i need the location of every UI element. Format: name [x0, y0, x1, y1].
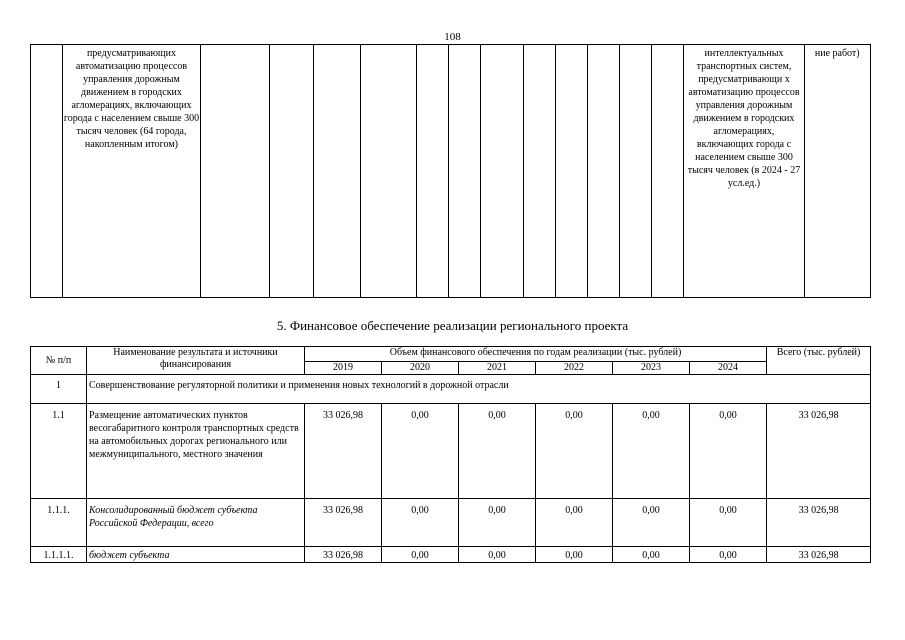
row-num: 1.1: [31, 404, 87, 499]
cell-empty: [270, 45, 314, 298]
value-cell: 0,00: [613, 404, 690, 499]
total-cell: 33 026,98: [767, 499, 871, 547]
cell-indicator-text: предусматривающих автоматизацию процессов управления дорожным движением в городских агломерациях, включающих города с населением свыше 300 тысяч человек (64 города, накопленным итогом): [63, 45, 201, 298]
value-cell: 0,00: [459, 499, 536, 547]
value-cell: 0,00: [690, 404, 767, 499]
value-cell: 0,00: [536, 499, 613, 547]
cell-empty: [620, 45, 652, 298]
cell-empty: [313, 45, 361, 298]
value-cell: 0,00: [382, 499, 459, 547]
cell-empty: [481, 45, 523, 298]
value-cell: 33 026,98: [305, 499, 382, 547]
header-volume: Объем финансового обеспечения по годам реализации (тыс. рублей): [305, 347, 767, 362]
section-num: 1: [31, 375, 87, 404]
header-year: 2020: [382, 362, 459, 375]
header-total: Всего (тыс. рублей): [767, 347, 871, 375]
cell-empty: [588, 45, 620, 298]
value-cell: 33 026,98: [305, 547, 382, 563]
value-cell: 0,00: [613, 499, 690, 547]
value-cell: 0,00: [382, 404, 459, 499]
value-cell: 0,00: [382, 547, 459, 563]
header-year: 2024: [690, 362, 767, 375]
cell-empty: [652, 45, 684, 298]
cell-far-right-text: ние работ): [804, 45, 870, 298]
cell-empty: [449, 45, 481, 298]
section-title: 5. Финансовое обеспечение реализации регионального проекта: [276, 318, 629, 333]
row-num: 1.1.1.1.: [31, 547, 87, 563]
header-year: 2023: [613, 362, 690, 375]
value-cell: 0,00: [536, 404, 613, 499]
cell-empty: [361, 45, 417, 298]
page-number: 108: [444, 31, 461, 43]
row-name: Консолидированный бюджет субъекта Российской Федерации, всего: [87, 499, 305, 547]
total-cell: 33 026,98: [767, 547, 871, 563]
total-cell: 33 026,98: [767, 404, 871, 499]
header-year: 2021: [459, 362, 536, 375]
cell-empty: [556, 45, 588, 298]
header-name: Наименование результата и источники финансирования: [87, 347, 305, 375]
row-name: Размещение автоматических пунктов весогабаритного контроля транспортных средств на автомобильных дорогах регионального или межмуниципального, местного значения: [87, 404, 305, 499]
cell-empty: [200, 45, 269, 298]
row-name: бюджет субъекта: [87, 547, 305, 563]
value-cell: 0,00: [459, 547, 536, 563]
financing-table: [30, 346, 871, 563]
value-cell: 0,00: [613, 547, 690, 563]
value-cell: 0,00: [536, 547, 613, 563]
section-text: Совершенствование регуляторной политики и применения новых технологий в дорожной отрасли: [87, 375, 871, 404]
value-cell: 0,00: [459, 404, 536, 499]
value-cell: 0,00: [690, 499, 767, 547]
cell-result-text: интеллектуальных транспортных систем, предусматривающи х автоматизацию процессов управления дорожным движением в городских агломерациях, включающих города с населением свыше 300 тысяч человек (в 2024 - 27 усл.ед.): [684, 45, 804, 298]
cell-empty: [523, 45, 555, 298]
row-num: 1.1.1.: [31, 499, 87, 547]
continued-table: [30, 44, 871, 298]
header-year: 2022: [536, 362, 613, 375]
value-cell: 33 026,98: [305, 404, 382, 499]
header-year: 2019: [305, 362, 382, 375]
cell-empty: [417, 45, 449, 298]
header-num: № п/п: [31, 347, 87, 375]
cell-empty: [31, 45, 63, 298]
value-cell: 0,00: [690, 547, 767, 563]
